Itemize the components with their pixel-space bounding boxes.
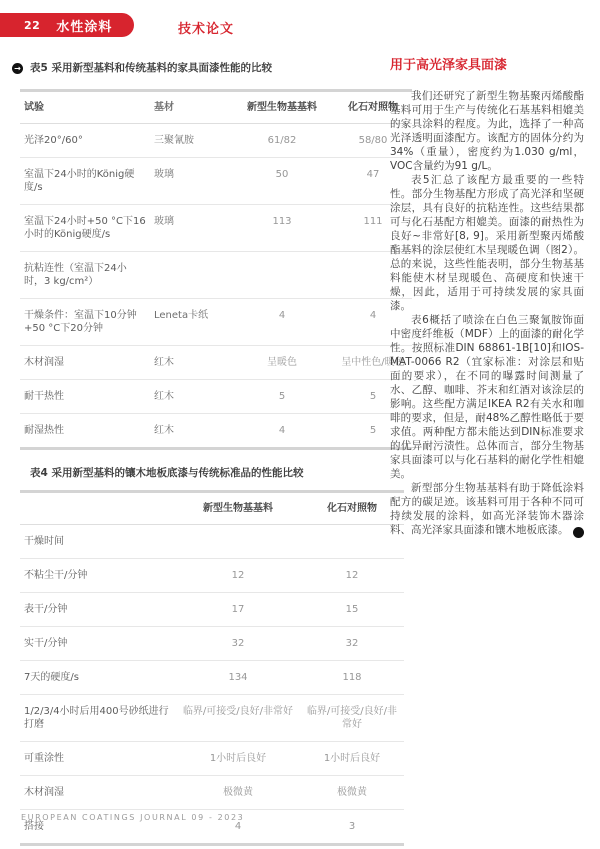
table-row bbox=[20, 380, 412, 414]
cell-value: 113 bbox=[230, 205, 334, 252]
row-label: 抗粘连性（室温下24小时，3 kg/cm²） bbox=[20, 252, 150, 299]
cell-value: 4 bbox=[176, 810, 300, 845]
cell-value: 5 bbox=[334, 414, 412, 449]
row-label: 实干/分钟 bbox=[20, 627, 176, 661]
row-label: 可重涂性 bbox=[20, 742, 176, 776]
cell-value: 呈暖色 bbox=[230, 346, 334, 380]
cell-value: 极微黄 bbox=[300, 776, 404, 810]
column-header: 新型生物基基料 bbox=[230, 91, 334, 124]
cell-value: 呈中性色/暖色 bbox=[334, 346, 412, 380]
cell-value: 临界/可接受/良好/非常好 bbox=[300, 695, 404, 742]
table-row bbox=[20, 124, 412, 158]
cell-value: 红木 bbox=[150, 346, 230, 380]
article-paragraph: 我们还研究了新型生物基聚丙烯酸酯基料可用于生产与传统化石基基料相媲美的家具涂料的程度。为此，选择了一种高光泽透明面漆配方。该配方的固体分约为34%（重量），密度约为1.030 g/ml，VOC含量约为91 g/L。 bbox=[390, 90, 584, 172]
table-row bbox=[20, 695, 404, 742]
table-row bbox=[20, 593, 404, 627]
cell-value bbox=[230, 252, 334, 299]
cell-value: 4 bbox=[230, 414, 334, 449]
table5-furniture-topcoat-comparison bbox=[20, 89, 412, 450]
cell-value: 12 bbox=[176, 559, 300, 593]
journal-footer: EUROPEAN COATINGS JOURNAL 09 - 2023 bbox=[21, 813, 245, 822]
cell-value: 5 bbox=[334, 380, 412, 414]
table-row bbox=[20, 205, 412, 252]
row-label: 7天的硬度/s bbox=[20, 661, 176, 695]
cell-value: 临界/可接受/良好/非常好 bbox=[176, 695, 300, 742]
table-row bbox=[20, 627, 404, 661]
section-badge bbox=[0, 13, 134, 37]
cell-value: 3 bbox=[300, 810, 404, 845]
row-label: 耐干热性 bbox=[20, 380, 150, 414]
cell-value: 58/80 bbox=[358, 135, 388, 146]
column-header: 基材 bbox=[150, 91, 230, 124]
arrow-right-circle-icon: → bbox=[12, 63, 23, 74]
table5-caption bbox=[14, 62, 380, 75]
cell-value: 极微黄 bbox=[176, 776, 300, 810]
table4-caption-text: 表4 采用新型基料的镶木地板底漆与传统标准品的性能比较 bbox=[30, 467, 304, 479]
article-column bbox=[390, 58, 592, 537]
article-type-label: 技术论文 bbox=[178, 22, 235, 37]
cell-value bbox=[176, 525, 300, 559]
table-row bbox=[20, 525, 404, 559]
article-paragraph bbox=[390, 481, 592, 537]
cell-value: 玻璃 bbox=[150, 158, 230, 205]
table-row bbox=[20, 414, 412, 449]
column-header: 化石对照物 bbox=[334, 91, 412, 124]
cell-value: 三聚氰胺 bbox=[154, 135, 194, 146]
row-label: 1/2/3/4小时后用400号砂纸进行打磨 bbox=[20, 695, 176, 742]
article-paragraph: 表6概括了喷涂在白色三聚氰胺饰面中密度纤维板（MDF）上的面漆的耐化学性。按照标准DIN 68861-1B[10]和IOS-MAT-0066 R2（宜家标准：对涂层和贴面的要求），在不同的曝露时间测量了水、乙醇、咖啡、芥末和红酒对该涂层的影响。这些配方满足IKEA R2有关水和咖啡的要求，但是，耐48%乙醇性略低于要求值。两种配方都未能达到DIN标准要求的优异耐污渍性。总体而言，部分生物基家具面漆可以与化石基料的耐化学性相媲美。 bbox=[390, 314, 584, 480]
table-row bbox=[20, 158, 412, 205]
article-paragraph: 表5汇总了该配方最重要的一些特性。部分生物基配方形成了高光泽和坚硬涂层，具有良好的抗粘连性。这些结果都可与化石基配方相媲美。面漆的耐热性为良好~非常好[8, 9]。采用新型聚丙烯酸酯基料的涂层使红木呈现暖色调（图2）。总的来说，这些性能表明，部分生物基基料能使木材呈现暖色、高硬度和快速干燥，因此，适用于可持续发展的家具面漆。 bbox=[390, 174, 584, 312]
cell-value: 111 bbox=[334, 205, 412, 252]
cell-value: 15 bbox=[300, 593, 404, 627]
row-label: 表干/分钟 bbox=[20, 593, 176, 627]
cell-value: 红木 bbox=[150, 414, 230, 449]
article-paragraph-text: 新型部分生物基基料有助于降低涂料配方的碳足迹。该基料可用于各种不同可持续发展的涂料，如高光泽装饰木器涂料、高光泽家具面漆和镶木地板底漆。 bbox=[390, 482, 584, 536]
cell-value: 红木 bbox=[150, 380, 230, 414]
cell-value: 5 bbox=[230, 380, 334, 414]
cell-value: 50 bbox=[230, 158, 334, 205]
table-header-row bbox=[20, 91, 412, 124]
row-label: 木材润湿 bbox=[20, 346, 150, 380]
table-row bbox=[20, 252, 412, 299]
row-label: 搭接 bbox=[20, 810, 176, 845]
table-row bbox=[20, 559, 404, 593]
table-row bbox=[20, 742, 404, 776]
end-of-article-icon: ← bbox=[573, 527, 584, 538]
cell-value: 4 bbox=[230, 299, 334, 346]
page-number: 22 bbox=[24, 18, 41, 32]
table-row bbox=[20, 661, 404, 695]
cell-value: 1小时后良好 bbox=[176, 742, 300, 776]
table-row bbox=[20, 346, 412, 380]
table4-parquet-primer-comparison bbox=[20, 490, 404, 846]
cell-value: 134 bbox=[176, 661, 300, 695]
cell-value bbox=[150, 252, 230, 299]
article-heading: 用于高光泽家具面漆 bbox=[390, 58, 508, 73]
cell-value: 1小时后良好 bbox=[300, 742, 404, 776]
row-label: 室温下24小时+50 °C下16小时的König硬度/s bbox=[20, 205, 150, 252]
cell-value: 118 bbox=[300, 661, 404, 695]
table-header-row bbox=[20, 492, 404, 525]
column-header: 化石对照物 bbox=[300, 492, 404, 525]
cell-value: 47 bbox=[334, 158, 412, 205]
row-label: 木材润湿 bbox=[20, 776, 176, 810]
row-label: 光泽20°/60° bbox=[24, 135, 83, 146]
row-label: 不粘尘干/分钟 bbox=[20, 559, 176, 593]
row-label: 干燥时间 bbox=[24, 536, 64, 547]
column-header bbox=[20, 492, 176, 525]
section-label: 水性涂料 bbox=[56, 19, 113, 35]
table4-caption bbox=[20, 467, 380, 480]
row-label: 干燥条件：室温下10分钟+50 °C下20分钟 bbox=[20, 299, 150, 346]
row-label: 室温下24小时的König硬度/s bbox=[20, 158, 150, 205]
table5-caption-text: 表5 采用新型基料和传统基料的家具面漆性能的比较 bbox=[30, 62, 272, 74]
cell-value: 17 bbox=[176, 593, 300, 627]
cell-value: Leneta卡纸 bbox=[150, 299, 230, 346]
row-label: 耐湿热性 bbox=[20, 414, 150, 449]
table-row bbox=[20, 776, 404, 810]
cell-value: 32 bbox=[300, 627, 404, 661]
cell-value: 4 bbox=[334, 299, 412, 346]
column-header: 试验 bbox=[20, 91, 150, 124]
cell-value: 61/82 bbox=[267, 135, 297, 146]
tables-column bbox=[14, 62, 405, 846]
column-header: 新型生物基基料 bbox=[176, 492, 300, 525]
table-row bbox=[20, 299, 412, 346]
cell-value: 32 bbox=[176, 627, 300, 661]
cell-value: 玻璃 bbox=[150, 205, 230, 252]
cell-value: 12 bbox=[300, 559, 404, 593]
cell-value bbox=[300, 525, 404, 559]
